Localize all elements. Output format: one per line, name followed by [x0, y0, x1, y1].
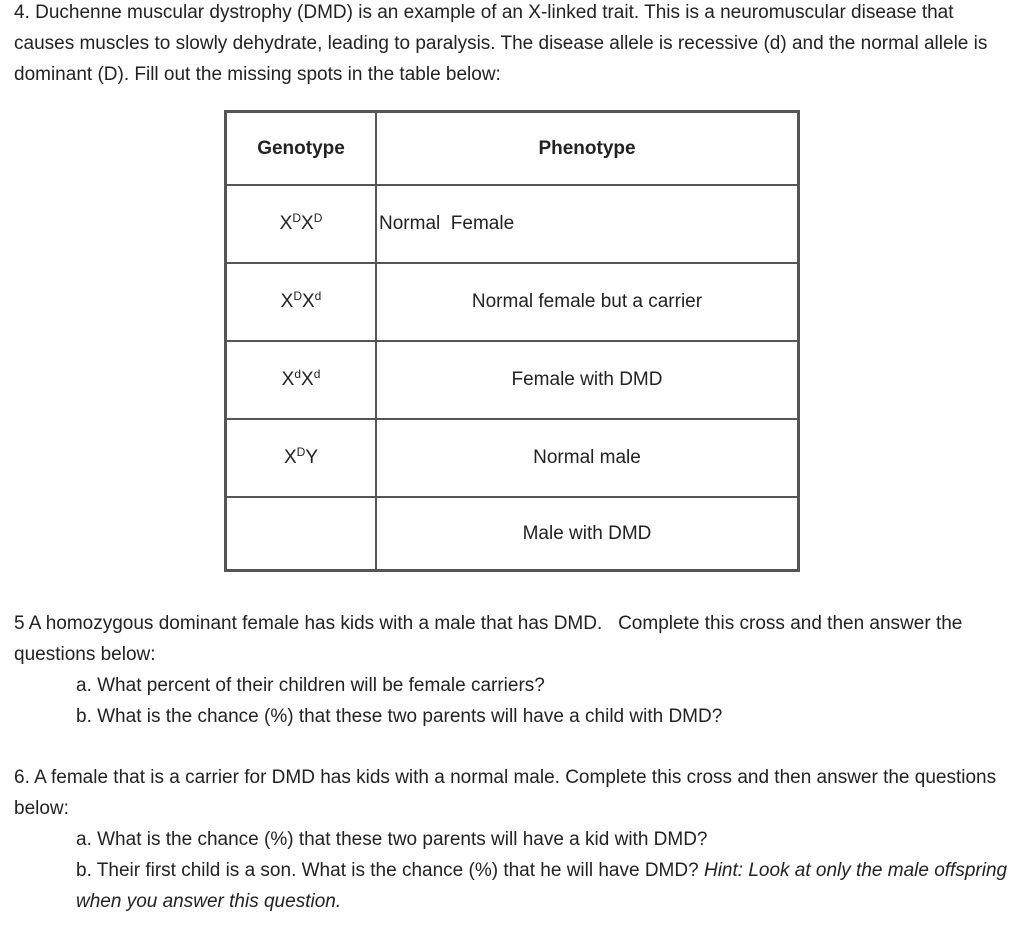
table-row [226, 341, 799, 419]
genotype-cell: $X^dX^d$ [226, 341, 377, 419]
genotype-cell: $X^DX^d$ [226, 263, 377, 341]
phenotype-header: Phenotype [376, 112, 799, 186]
question-6-text: 6. A female that is a carrier for DMD has kids with a normal male. Complete this cross and then answer the questions below: [14, 767, 997, 819]
question-6b-hint: Hint: Look at only the male offspring when you answer this question. [76, 860, 1008, 912]
question-6a: a. What is the chance (%) that these two parents will have a kid with DMD? [76, 829, 708, 850]
question-5a: a. What percent of their children will be female carriers? [76, 675, 545, 696]
genotype-cell: $X^DX^D$ [226, 185, 377, 263]
phenotype-cell: Normal Female [376, 185, 799, 263]
question-6b-text: b. Their first child is a son. What is the chance (%) that he will have DMD? [76, 860, 699, 881]
phenotype-cell: Normal male [376, 419, 799, 497]
table-row [226, 419, 799, 497]
table-row [226, 185, 799, 263]
question-5b: b. What is the chance (%) that these two parents will have a child with DMD? [76, 706, 723, 727]
question-6b [76, 855, 1016, 917]
question-5-text: 5 A homozygous dominant female has kids with a male that has DMD. Complete this cross and then answer the questions below: [14, 613, 968, 665]
table-row [226, 497, 799, 571]
genotype-cell: $X^DY$ [226, 419, 377, 497]
phenotype-cell: Normal female but a carrier [376, 263, 799, 341]
genotype-cell-blank[interactable] [226, 497, 377, 571]
question-4-text: 4. Duchenne muscular dystrophy (DMD) is an example of an X-linked trait. This is a neuromuscular disease that causes muscles to slowly dehydrate, leading to paralysis. The disease allele is recessive (d) and the normal allele is dominant (D). Fill out the missing spots in the table below: [14, 2, 988, 85]
table-header-row [226, 112, 799, 186]
genotype-phenotype-table [224, 110, 800, 572]
phenotype-cell: Male with DMD [376, 497, 799, 571]
table-row [226, 263, 799, 341]
genotype-header: Genotype [226, 112, 377, 186]
phenotype-cell: Female with DMD [376, 341, 799, 419]
